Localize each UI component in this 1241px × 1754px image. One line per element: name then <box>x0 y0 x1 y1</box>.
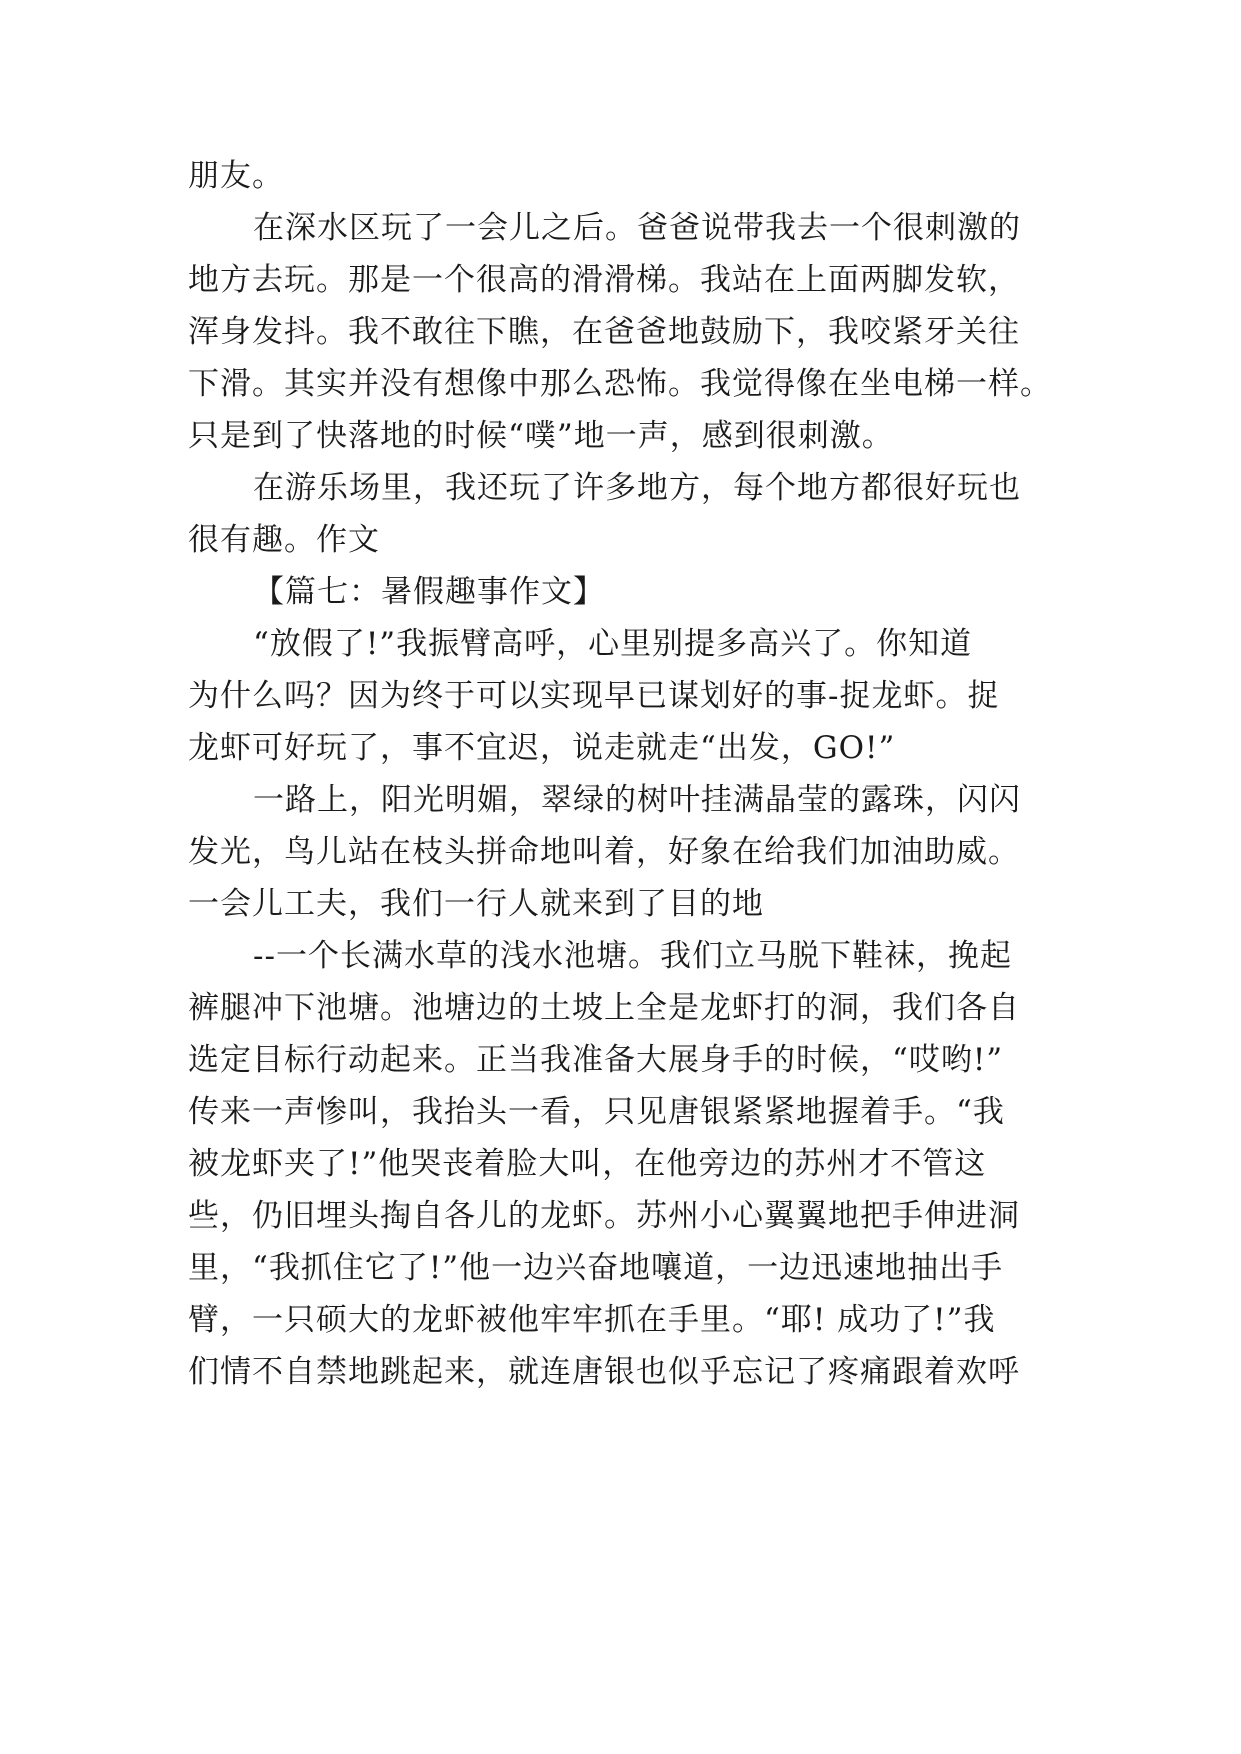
text-line: 们情不自禁地跳起来，就连唐银也似乎忘记了疼痛跟着欢呼 <box>188 1354 1020 1390</box>
text-line: 一路上，阳光明媚，翠绿的树叶挂满晶莹的露珠，闪闪 <box>253 782 1021 818</box>
text-line: 被龙虾夹了!”他哭丧着脸大叫，在他旁边的苏州才不管这 <box>188 1146 987 1182</box>
text-line: 地方去玩。那是一个很高的滑滑梯。我站在上面两脚发软， <box>188 262 1020 298</box>
text-line: 选定目标行动起来。正当我准备大展身手的时候，“哎哟!” <box>188 1042 1004 1078</box>
section-heading: 【篇七：暑假趣事作文】 <box>253 574 605 610</box>
text-line: 里，“我抓住它了!”他一边兴奋地嚷道，一边迅速地抽出手 <box>188 1250 1004 1286</box>
text-line: 传来一声惨叫，我抬头一看，只见唐银紧紧地握着手。“我 <box>188 1094 1005 1130</box>
text-line: 在游乐场里，我还玩了许多地方，每个地方都很好玩也 <box>253 470 1021 506</box>
text-line: 一会儿工夫，我们一行人就来到了目的地 <box>188 886 764 922</box>
text-line: 下滑。其实并没有想像中那么恐怖。我觉得像在坐电梯一样。 <box>188 366 1052 402</box>
text-line: 臂，一只硕大的龙虾被他牢牢抓在手里。“耶! 成功了!”我 <box>188 1302 996 1338</box>
text-line: 浑身发抖。我不敢往下瞧，在爸爸地鼓励下，我咬紧牙关往 <box>188 314 1020 350</box>
text-line: 些，仍旧埋头掏自各儿的龙虾。苏州小心翼翼地把手伸进洞 <box>188 1198 1020 1234</box>
text-line: 龙虾可好玩了，事不宜迟，说走就走“出发，GO!” <box>188 730 896 766</box>
text-line: 裤腿冲下池塘。池塘边的土坡上全是龙虾打的洞，我们各自 <box>188 990 1020 1026</box>
text-line: 朋友。 <box>188 158 284 194</box>
text-line: “放假了!”我振臂高呼，心里别提多高兴了。你知道 <box>253 626 973 662</box>
text-line: --一个长满水草的浅水池塘。我们立马脱下鞋袜，挽起 <box>253 938 1012 974</box>
text-line: 只是到了快落地的时候“噗”地一声，感到很刺激。 <box>188 418 894 454</box>
text-line: 在深水区玩了一会儿之后。爸爸说带我去一个很刺激的 <box>253 210 1021 246</box>
text-line: 很有趣。作文 <box>188 522 380 558</box>
text-line: 发光，鸟儿站在枝头拼命地叫着，好象在给我们加油助威。 <box>188 834 1020 870</box>
text-line: 为什么吗？因为终于可以实现早已谋划好的事-捉龙虾。捉 <box>188 678 1000 714</box>
